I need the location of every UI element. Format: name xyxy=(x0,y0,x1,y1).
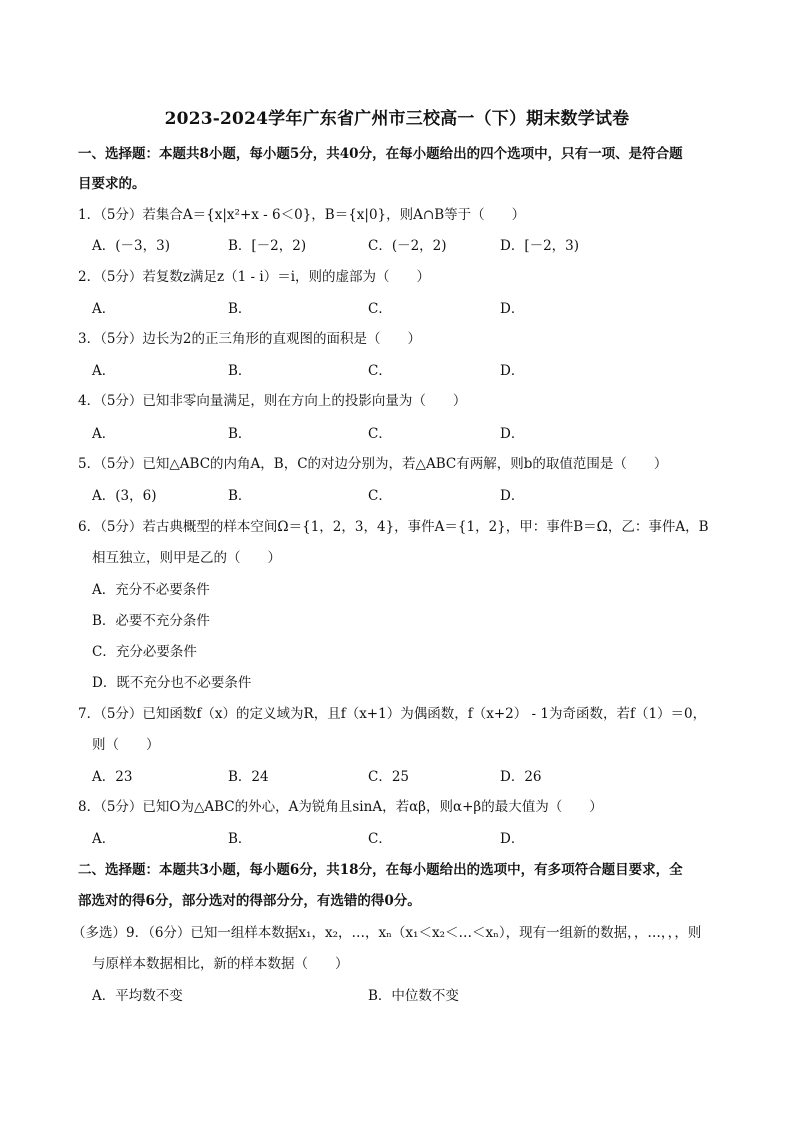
q5-option-a: A．(3，6) xyxy=(92,488,157,504)
page-title: 2023-2024学年广东省广州市三校高一（下）期末数学试卷 xyxy=(164,109,630,129)
section1-heading-line1: 一、选择题：本题共8小题，每小题5分，共40分，在每小题给出的四个选项中，只有一项、是符合题 xyxy=(78,146,683,162)
q4-option-b: B． xyxy=(228,426,252,442)
question-7-stem-line2: 则（ ） xyxy=(92,737,160,753)
question-7-stem-line1: 7．（5分）已知函数f（x）的定义域为R，且f（x+1）为偶函数，f（x+2） - 1为奇函数，若f（1）＝0， xyxy=(78,706,707,722)
q1-option-b: B．[－2，2) xyxy=(228,238,307,254)
q7-option-a: A．23 xyxy=(92,769,133,785)
q6-option-b: B．必要不充分条件 xyxy=(92,613,210,629)
q3-option-c: C． xyxy=(368,363,392,379)
q6-option-a: A．充分不必要条件 xyxy=(92,582,210,598)
question-2-stem: 2．（5分）若复数z满足z（1 - i）＝i，则的虚部为（ ） xyxy=(78,269,431,285)
q3-option-a: A． xyxy=(92,363,116,379)
q3-option-d: D． xyxy=(500,363,525,379)
q8-option-b: B． xyxy=(228,831,252,847)
q2-option-a: A． xyxy=(92,301,116,317)
question-6-stem-line2: 相互独立，则甲是乙的（ ） xyxy=(92,550,281,566)
q7-option-d: D．26 xyxy=(500,769,542,785)
question-5-stem: 5．（5分）已知△ABC的内角A，B，C的对边分别为，若△ABC有两解，则b的取值范围是（ ） xyxy=(78,456,668,472)
section1-heading-line2: 目要求的。 xyxy=(78,176,146,192)
q8-option-d: D． xyxy=(500,831,525,847)
q9-option-a: A．平均数不变 xyxy=(92,988,183,1004)
q7-option-c: C．25 xyxy=(368,769,410,785)
question-8-stem: 8．（5分）已知O为△ABC的外心，A为锐角且sinA，若αβ，则α+β的最大值为（ ） xyxy=(78,799,603,815)
q2-option-c: C． xyxy=(368,301,392,317)
q2-option-b: B． xyxy=(228,301,252,317)
q8-option-a: A． xyxy=(92,831,116,847)
q1-option-d: D．[－2，3) xyxy=(500,238,580,254)
q6-option-c: C．充分必要条件 xyxy=(92,644,197,660)
q6-option-d: D．既不充分也不必要条件 xyxy=(92,675,252,691)
q2-option-d: D． xyxy=(500,301,525,317)
question-1-stem: 1．（5分）若集合A＝{x|x²+x - 6＜0}，B＝{x|0}，则A∩B等于（ ） xyxy=(78,207,526,223)
q5-option-c: C． xyxy=(368,488,392,504)
q5-option-d: D． xyxy=(500,488,525,504)
question-9-stem-line2: 与原样本数据相比，新的样本数据（ ） xyxy=(92,956,349,972)
question-3-stem: 3．（5分）边长为2的正三角形的直观图的面积是（ ） xyxy=(78,331,422,347)
q4-option-a: A． xyxy=(92,426,116,442)
question-6-stem-line1: 6．（5分）若古典概型的样本空间Ω＝{1，2，3，4}，事件A＝{1，2}，甲：事件B＝Ω，乙：事件A，B xyxy=(78,519,709,535)
q4-option-c: C． xyxy=(368,426,392,442)
section2-heading-line2: 部选对的得6分，部分选对的得部分分，有选错的得0分。 xyxy=(78,893,421,909)
question-4-stem: 4．（5分）已知非零向量满足，则在方向上的投影向量为（ ） xyxy=(78,393,467,409)
q3-option-b: B． xyxy=(228,363,252,379)
q7-option-b: B．24 xyxy=(228,769,269,785)
q1-option-a: A．(－3，3) xyxy=(92,238,170,254)
q1-option-c: C．(－2，2) xyxy=(368,238,447,254)
q5-option-b: B． xyxy=(228,488,252,504)
question-9-stem-line1: （多选）9．（6分）已知一组样本数据x₁，x₂，…，xₙ（x₁＜x₂＜…＜xₙ），现有一组新的数据，，…，，，则 xyxy=(72,925,702,941)
q9-option-b: B．中位数不变 xyxy=(368,988,459,1004)
q8-option-c: C． xyxy=(368,831,392,847)
section2-heading-line1: 二、选择题：本题共3小题，每小题6分，共18分，在每小题给出的选项中，有多项符合题目要求，全 xyxy=(78,862,683,878)
q4-option-d: D． xyxy=(500,426,525,442)
